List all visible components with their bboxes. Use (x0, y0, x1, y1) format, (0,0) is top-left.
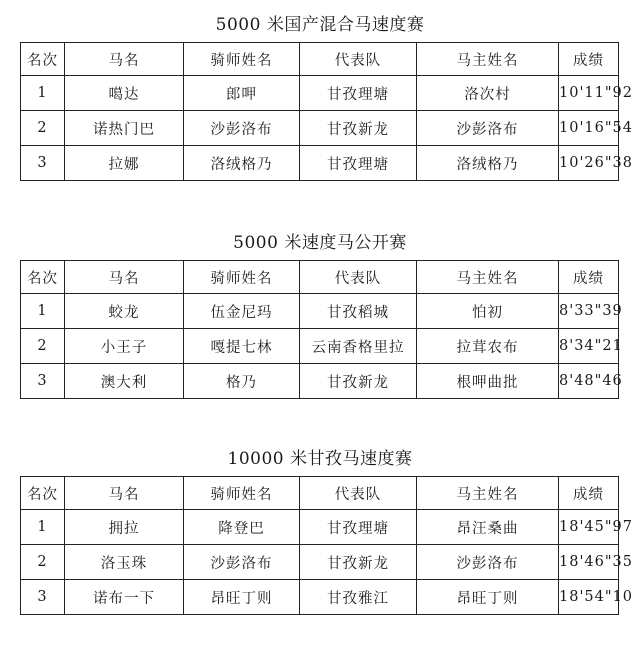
result-cell: 10'11"92 (559, 76, 619, 111)
result-cell: 8'48"46 (559, 364, 619, 399)
column-header-team: 代表队 (300, 261, 417, 294)
owner-name-cell: 拉茸农布 (417, 329, 559, 364)
column-header-rank: 名次 (21, 261, 65, 294)
table-row (21, 146, 619, 181)
owner-name-cell: 昂汪桑曲 (417, 510, 559, 545)
results-table (20, 42, 634, 181)
owner-name-cell: 怕初 (417, 294, 559, 329)
table-row (21, 111, 619, 146)
jockey-name-cell: 格乃 (184, 364, 300, 399)
result-cell: 8'34"21 (559, 329, 619, 364)
rank-cell: 1 (21, 510, 65, 545)
horse-name-cell: 小王子 (65, 329, 184, 364)
horse-name-cell: 拥拉 (65, 510, 184, 545)
team-cell: 甘孜新龙 (300, 111, 417, 146)
horse-name-cell: 拉娜 (65, 146, 184, 181)
jockey-name-cell: 洛绒格乃 (184, 146, 300, 181)
race-title: 10000 米甘孜马速度赛 (227, 449, 413, 469)
results-table (20, 260, 623, 399)
table-header-row (21, 477, 619, 510)
race-title: 5000 米国产混合马速度赛 (215, 15, 425, 35)
column-header-rank: 名次 (21, 477, 65, 510)
jockey-name-cell: 嘎提七林 (184, 329, 300, 364)
horse-name-cell: 诺热门巴 (65, 111, 184, 146)
jockey-name-cell: 伍金尼玛 (184, 294, 300, 329)
rank-cell: 3 (21, 580, 65, 615)
rank-cell: 2 (21, 329, 65, 364)
column-header-jockey-name: 骑师姓名 (184, 261, 300, 294)
column-header-horse-name: 马名 (65, 43, 184, 76)
column-header-result: 成绩 (559, 261, 619, 294)
jockey-name-cell: 沙彭洛布 (184, 545, 300, 580)
team-cell: 甘孜理塘 (300, 510, 417, 545)
table-header-row (21, 43, 619, 76)
race-title: 5000 米速度马公开赛 (233, 233, 407, 253)
column-header-jockey-name: 骑师姓名 (184, 477, 300, 510)
column-header-owner-name: 马主姓名 (417, 477, 559, 510)
team-cell: 甘孜新龙 (300, 364, 417, 399)
column-header-team: 代表队 (300, 43, 417, 76)
rank-cell: 3 (21, 146, 65, 181)
rank-cell: 3 (21, 364, 65, 399)
column-header-jockey-name: 骑师姓名 (184, 43, 300, 76)
result-cell: 8'33"39 (559, 294, 619, 329)
horse-name-cell: 诺布一下 (65, 580, 184, 615)
team-cell: 甘孜稻城 (300, 294, 417, 329)
table-row (21, 294, 619, 329)
horse-name-cell: 噶达 (65, 76, 184, 111)
column-header-owner-name: 马主姓名 (417, 43, 559, 76)
owner-name-cell: 洛次村 (417, 76, 559, 111)
table-row (21, 510, 619, 545)
results-table (20, 476, 634, 615)
column-header-owner-name: 马主姓名 (417, 261, 559, 294)
team-cell: 甘孜新龙 (300, 545, 417, 580)
result-cell: 18'54"10 (559, 580, 619, 615)
column-header-rank: 名次 (21, 43, 65, 76)
owner-name-cell: 沙彭洛布 (417, 545, 559, 580)
owner-name-cell: 洛绒格乃 (417, 146, 559, 181)
table-row (21, 76, 619, 111)
column-header-horse-name: 马名 (65, 477, 184, 510)
team-cell: 甘孜理塘 (300, 146, 417, 181)
table-row (21, 545, 619, 580)
result-cell: 18'45"97 (559, 510, 619, 545)
column-header-result: 成绩 (559, 43, 619, 76)
owner-name-cell: 沙彭洛布 (417, 111, 559, 146)
jockey-name-cell: 郎呷 (184, 76, 300, 111)
jockey-name-cell: 降登巴 (184, 510, 300, 545)
column-header-horse-name: 马名 (65, 261, 184, 294)
result-cell: 10'26"38 (559, 146, 619, 181)
result-cell: 18'46"35 (559, 545, 619, 580)
table-row (21, 329, 619, 364)
owner-name-cell: 根呷曲批 (417, 364, 559, 399)
table-header-row (21, 261, 619, 294)
rank-cell: 2 (21, 111, 65, 146)
team-cell: 甘孜雅江 (300, 580, 417, 615)
horse-name-cell: 洛玉珠 (65, 545, 184, 580)
horse-name-cell: 澳大利 (65, 364, 184, 399)
team-cell: 云南香格里拉 (300, 329, 417, 364)
table-row (21, 364, 619, 399)
rank-cell: 2 (21, 545, 65, 580)
owner-name-cell: 昂旺丁则 (417, 580, 559, 615)
rank-cell: 1 (21, 76, 65, 111)
column-header-result: 成绩 (559, 477, 619, 510)
result-cell: 10'16"54 (559, 111, 619, 146)
jockey-name-cell: 沙彭洛布 (184, 111, 300, 146)
column-header-team: 代表队 (300, 477, 417, 510)
team-cell: 甘孜理塘 (300, 76, 417, 111)
jockey-name-cell: 昂旺丁则 (184, 580, 300, 615)
rank-cell: 1 (21, 294, 65, 329)
table-row (21, 580, 619, 615)
horse-name-cell: 蛟龙 (65, 294, 184, 329)
